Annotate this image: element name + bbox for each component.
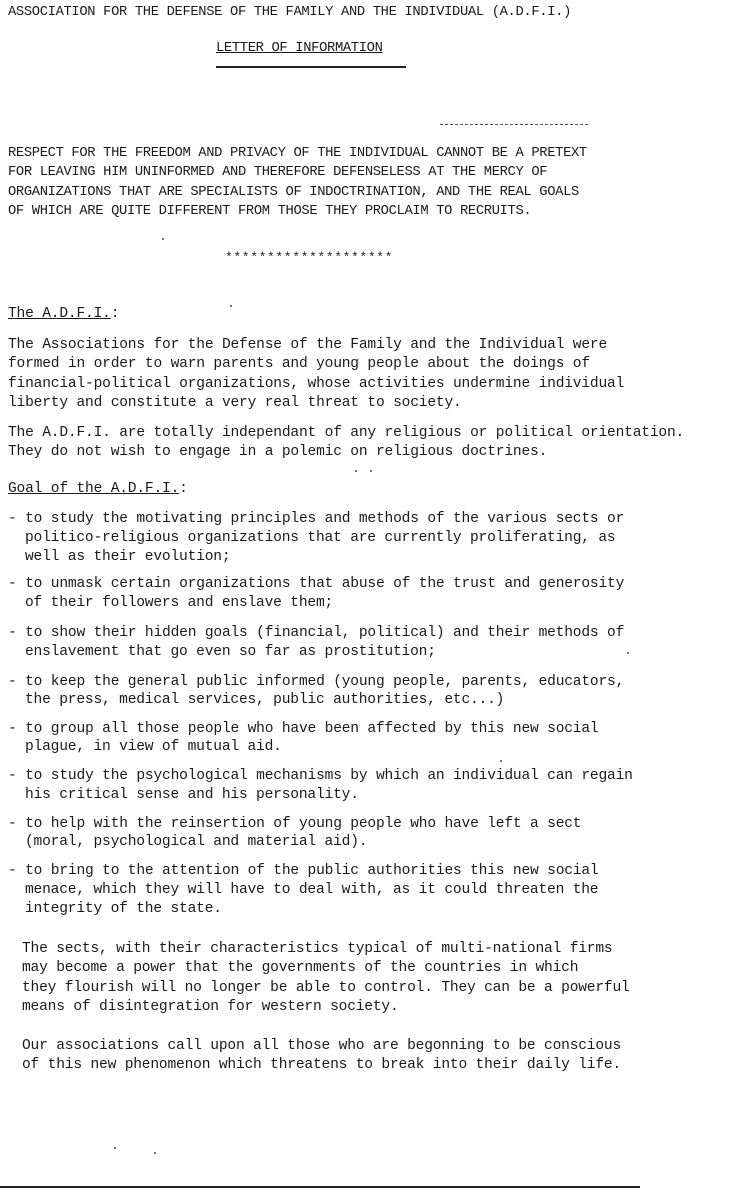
scan-speck: [370, 470, 372, 472]
goal-item-line: politico-religious organizations that are currently proliferating, as: [25, 530, 616, 546]
goal-item-line: - to help with the reinsertion of young people who have left a sect: [8, 816, 582, 832]
goal-item-line: the press, medical services, public authorities, etc...): [25, 692, 505, 708]
intro-line: FOR LEAVING HIM UNINFORMED AND THEREFORE DEFENSELESS AT THE MERCY OF: [8, 165, 548, 180]
body-line: formed in order to warn parents and young people about the doings of: [8, 356, 590, 372]
scan-speck: [114, 1147, 116, 1149]
intro-line: OF WHICH ARE QUITE DIFFERENT FROM THOSE THEY PROCLAIM TO RECRUITS.: [8, 204, 532, 219]
body-line: The Associations for the Defense of the Family and the Individual were: [8, 337, 608, 353]
scan-speck: [230, 305, 232, 307]
goal-item-line: well as their evolution;: [25, 549, 231, 565]
goal-item-line: (moral, psychological and material aid).: [25, 834, 368, 850]
intro-line: RESPECT FOR THE FREEDOM AND PRIVACY OF THE INDIVIDUAL CANNOT BE A PRETEXT: [8, 146, 587, 161]
closing-line: The sects, with their characteristics typical of multi-national firms: [22, 941, 613, 957]
document-title: ASSOCIATION FOR THE DEFENSE OF THE FAMILY AND THE INDIVIDUAL (A.D.F.I.): [8, 5, 571, 20]
goal-item-line: - to unmask certain organizations that abuse of the trust and generosity: [8, 576, 625, 592]
section-heading-goals: [8, 480, 188, 499]
goal-item-line: of their followers and enslave them;: [25, 595, 334, 611]
heading-text: Goal of the A.D.F.I.: [8, 481, 180, 497]
scan-speck: [500, 760, 502, 762]
section-separator: ********************: [225, 250, 394, 265]
closing-line: they flourish will no longer be able to control. They can be a powerful: [22, 980, 630, 996]
heading-colon: :: [110, 306, 120, 322]
closing-line: means of disintegration for western society.: [22, 999, 399, 1015]
goal-item-line: plague, in view of mutual aid.: [25, 739, 282, 755]
scan-speck: [162, 238, 164, 240]
section-heading-adfi: [8, 305, 119, 324]
goal-item-line: - to study the motivating principles and methods of the various sects or: [8, 511, 625, 527]
goal-item-line: - to keep the general public informed (young people, parents, educators,: [8, 674, 625, 690]
goal-item-line: integrity of the state.: [25, 901, 222, 917]
bottom-rule: [0, 1186, 640, 1188]
heading-colon: :: [179, 481, 188, 497]
closing-line: of this new phenomenon which threatens to break into their daily life.: [22, 1057, 622, 1073]
scan-speck: [627, 652, 629, 654]
document-subtitle: LETTER OF INFORMATION: [216, 41, 383, 56]
body-line: financial-political organizations, whose activities undermine individual: [8, 376, 625, 392]
goal-item-line: menace, which they will have to deal with, as it could threaten the: [25, 882, 599, 898]
dashed-mark: [440, 124, 588, 125]
body-line: They do not wish to engage in a polemic on religious doctrines.: [8, 444, 548, 460]
body-line: liberty and constitute a very real threat to society.: [8, 395, 462, 411]
goal-item-line: enslavement that go even so far as prostitution;: [25, 644, 436, 660]
goal-item-line: - to show their hidden goals (financial, political) and their methods of: [8, 625, 625, 641]
goal-item-line: - to study the psychological mechanisms by which an individual can regain: [8, 768, 633, 784]
goal-item-line: - to group all those people who have been affected by this new social: [8, 721, 599, 737]
scan-speck: [154, 1152, 156, 1154]
closing-line: may become a power that the governments of the countries in which: [22, 960, 579, 976]
scan-speck: [355, 470, 357, 472]
body-line: The A.D.F.I. are totally independant of any religious or political orientation.: [8, 425, 685, 441]
heading-text: The A.D.F.I.: [8, 306, 111, 322]
intro-line: ORGANIZATIONS THAT ARE SPECIALISTS OF INDOCTRINATION, AND THE REAL GOALS: [8, 185, 579, 200]
goal-item-line: his critical sense and his personality.: [25, 787, 359, 803]
closing-line: Our associations call upon all those who are begonning to be conscious: [22, 1038, 622, 1054]
goal-item-line: - to bring to the attention of the public authorities this new social: [8, 863, 599, 879]
subtitle-underline: [216, 66, 406, 68]
